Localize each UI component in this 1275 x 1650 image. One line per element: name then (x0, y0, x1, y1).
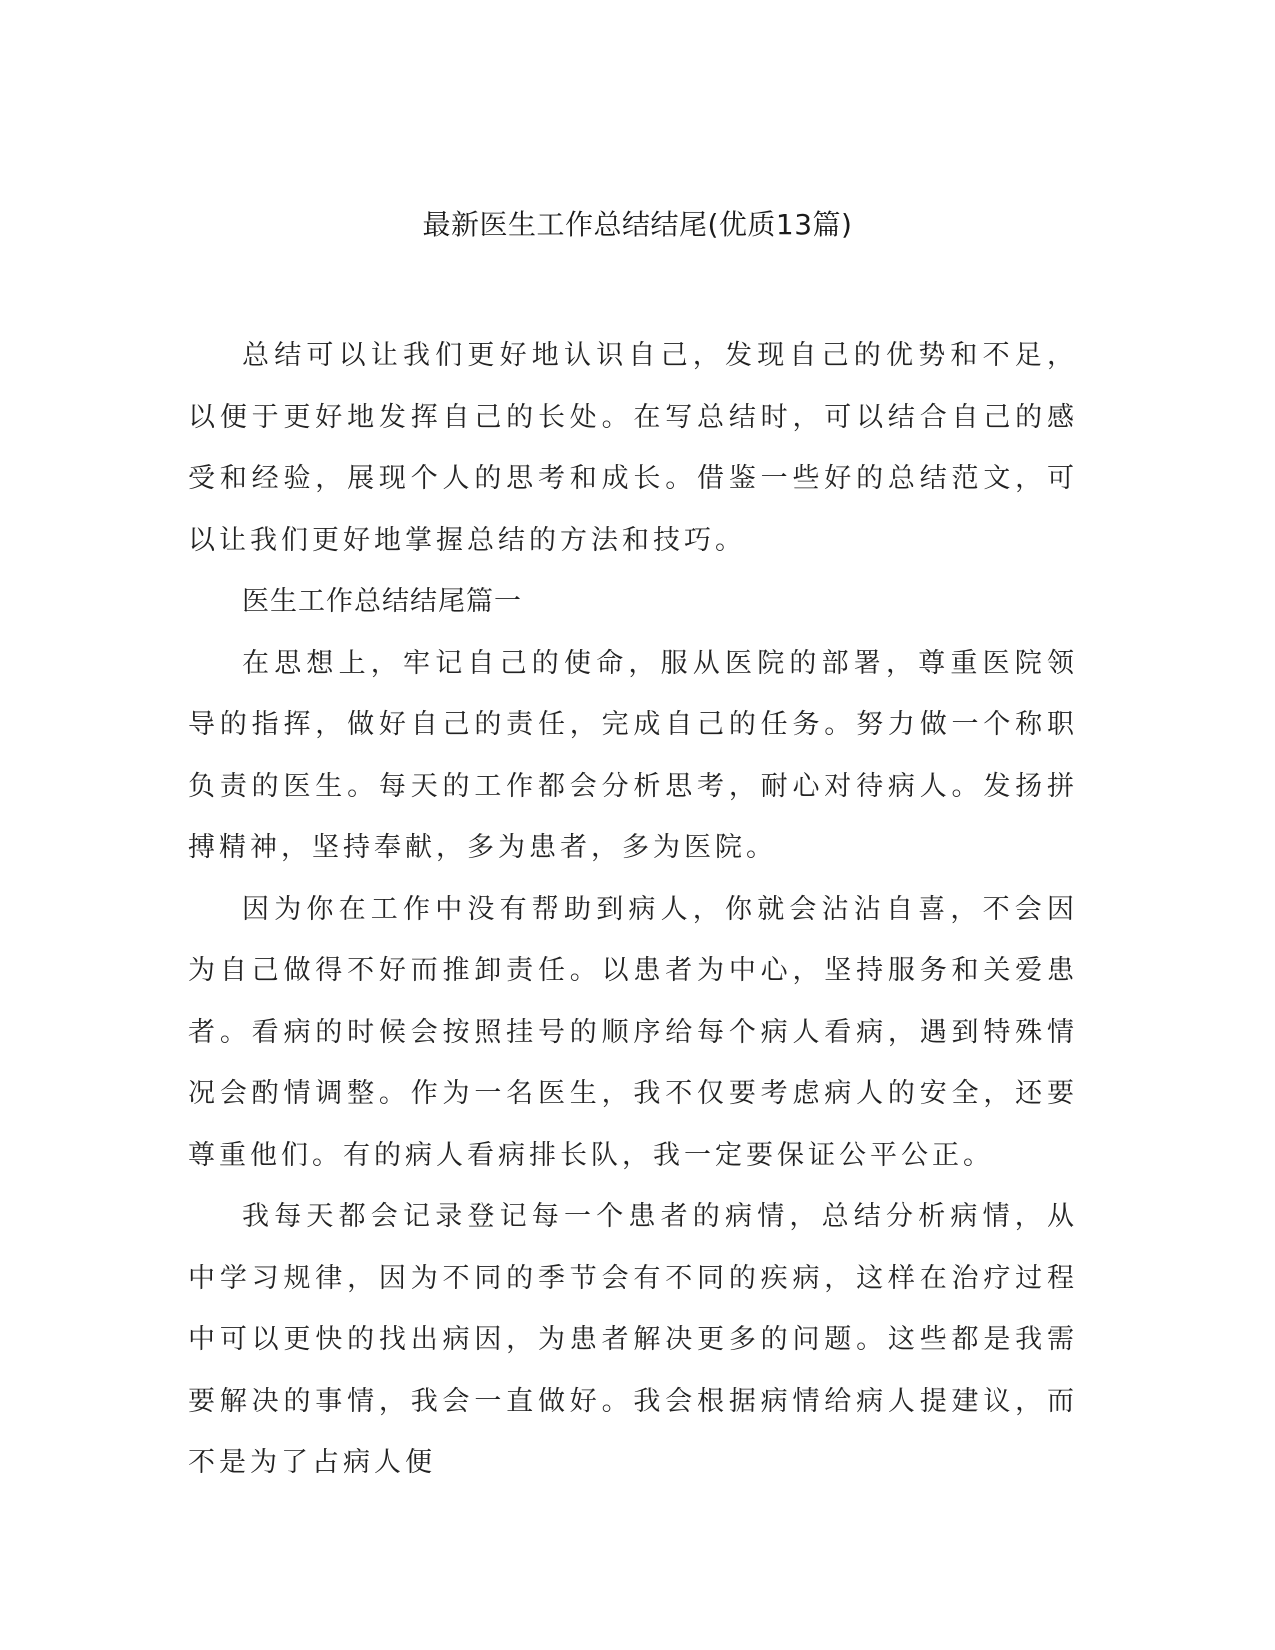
document-body (188, 325, 1078, 1494)
section-heading: 医生工作总结结尾篇一 (242, 586, 522, 617)
body-paragraph: 因为你在工作中没有帮助到病人，你就会沾沾自喜，不会因为自己做得不好而推卸责任。以患者为中心，坚持服务和关爱患者。看病的时候会按照挂号的顺序给每个病人看病，遇到特殊情况会酌情调整。作为一名医生，我不仅要考虑病人的安全，还要尊重他们。有的病人看病排长队，我一定要保证公平公正。 (188, 893, 1078, 1171)
body-paragraph: 我每天都会记录登记每一个患者的病情，总结分析病情，从中学习规律，因为不同的季节会有不同的疾病，这样在治疗过程中可以更快的找出病因，为患者解决更多的问题。这些都是我需要解决的事情，我会一直做好。我会根据病情给病人提建议，而不是为了占病人便 (188, 1201, 1078, 1478)
document-title: 最新医生工作总结结尾(优质13篇) (422, 208, 853, 241)
intro-paragraph: 总结可以让我们更好地认识自己，发现自己的优势和不足，以便于更好地发挥自己的长处。在写总结时，可以结合自己的感受和经验，展现个人的思考和成长。借鉴一些好的总结范文，可以让我们更好地掌握总结的方法和技巧。 (188, 340, 1078, 556)
body-paragraph: 在思想上，牢记自己的使命，服从医院的部署，尊重医院领导的指挥，做好自己的责任，完成自己的任务。努力做一个称职负责的医生。每天的工作都会分析思考，耐心对待病人。发扬拼搏精神，坚持奉献，多为患者，多为医院。 (188, 647, 1078, 863)
